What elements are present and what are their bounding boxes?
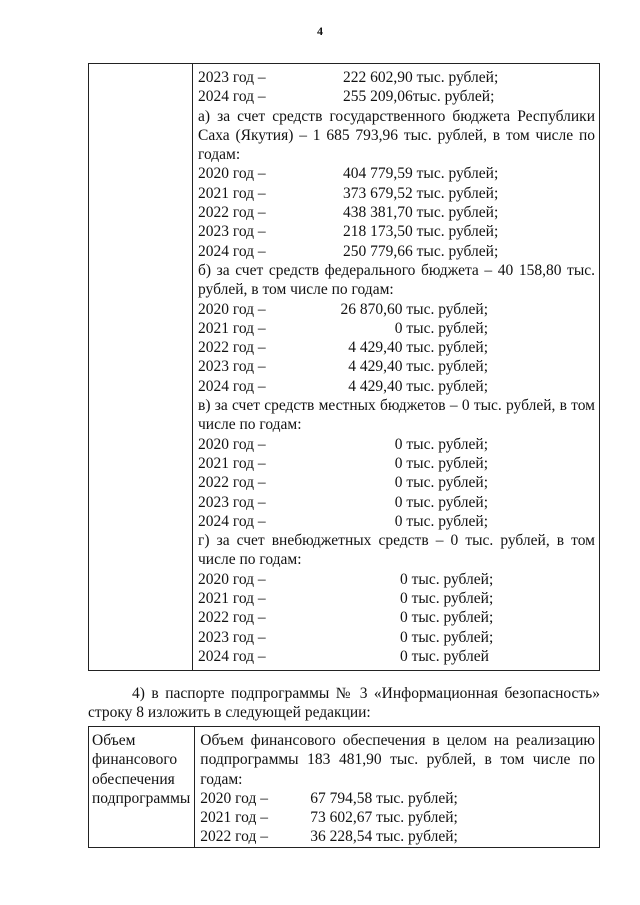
amount-value: 222 602,90 тыс. рублей;	[343, 69, 499, 86]
amount-value: 4 429,40 тыс. рублей;	[348, 377, 488, 395]
year-row	[198, 184, 595, 203]
page-number: 4	[317, 24, 323, 38]
year-row	[198, 377, 595, 396]
year-label: 2024 год –	[198, 647, 266, 665]
year-label: 2022 год –	[198, 339, 266, 357]
year-row	[198, 435, 595, 454]
year-label: 2022 год –	[200, 828, 268, 846]
year-row	[200, 827, 595, 846]
year-label: 2022 год –	[198, 474, 266, 492]
year-label: 2023 год –	[198, 628, 266, 646]
year-label: 2021 год –	[198, 590, 266, 608]
year-row	[198, 222, 595, 241]
row-label: Объем финансового обеспечения подпрограммы	[92, 732, 191, 807]
year-label: 2023 год –	[198, 69, 266, 86]
year-label: 2020 год –	[198, 570, 266, 588]
year-label: 2020 год –	[198, 300, 266, 318]
year-row	[198, 357, 595, 376]
year-label: 2020 год –	[198, 165, 266, 183]
amount-value: 0 тыс. рублей;	[394, 454, 488, 472]
funding-details-cell	[195, 727, 600, 848]
year-row	[198, 338, 595, 357]
paragraph-c: в) за счет средств местных бюджетов – 0 тыс. рублей, в том числе по годам:	[198, 397, 595, 434]
amount-value: 250 779,66 тыс. рублей;	[343, 242, 499, 260]
year-label: 2021 год –	[198, 454, 266, 472]
label-cell	[89, 727, 195, 848]
funding-table-continued	[88, 63, 600, 671]
amount-value: 218 173,50 тыс. рублей;	[343, 223, 499, 241]
paragraph-a: а) за счет средств государственного бюджета Республики Саха (Якутия) – 1 685 793,96 тыс. рублей, в том числе по годам:	[198, 107, 595, 164]
label-cell-empty	[89, 64, 193, 671]
paragraph-d: г) за счет внебюджетных средств – 0 тыс. рублей, в том числе по годам:	[198, 532, 595, 569]
year-row	[198, 203, 595, 222]
amount-value: 0 тыс. рублей;	[394, 435, 488, 453]
amount-value: 4 429,40 тыс. рублей;	[348, 339, 488, 357]
amount-value: 4 429,40 тыс. рублей;	[348, 358, 488, 376]
year-label: 2024 год –	[198, 88, 266, 106]
year-label: 2022 год –	[198, 609, 266, 627]
year-row	[198, 319, 595, 338]
funding-paragraph: Объем финансового обеспечения в целом на реализацию подпрограммы 183 481,90 тыс. рублей, в том числе по годам:	[200, 732, 595, 788]
year-label: 2020 год –	[198, 435, 266, 453]
year-row	[200, 808, 595, 827]
year-label: 2021 год –	[200, 809, 268, 827]
year-label: 2023 год –	[198, 358, 266, 376]
year-block	[200, 789, 595, 847]
year-block-d	[198, 570, 595, 666]
year-row	[198, 493, 595, 512]
year-label: 2021 год –	[198, 184, 266, 202]
year-label: 2024 год –	[198, 242, 266, 260]
amount-value: 373 679,52 тыс. рублей;	[343, 184, 499, 202]
year-row	[198, 300, 595, 319]
year-row	[200, 789, 595, 808]
year-row	[198, 473, 595, 492]
year-row	[198, 589, 595, 608]
amount-value: 0 тыс. рублей;	[394, 512, 488, 530]
amount-value: 404 779,59 тыс. рублей;	[343, 165, 499, 183]
year-label: 2023 год –	[198, 493, 266, 511]
year-block-a	[198, 164, 595, 260]
year-row	[198, 164, 595, 183]
amount-value: 0 тыс. рублей;	[400, 609, 494, 627]
amount-value: 0 тыс. рублей;	[394, 493, 488, 511]
year-label: 2020 год –	[200, 789, 268, 807]
year-block-c	[198, 435, 595, 531]
amount-value: 73 602,67 тыс. рублей;	[310, 809, 458, 827]
amount-value: 0 тыс. рублей;	[394, 319, 488, 337]
year-label: 2024 год –	[198, 512, 266, 530]
amount-value: 67 794,58 тыс. рублей;	[310, 789, 458, 807]
amount-value: 438 381,70 тыс. рублей;	[343, 204, 499, 222]
year-label: 2023 год –	[198, 223, 266, 241]
year-block-prev	[198, 68, 595, 107]
year-row	[198, 454, 595, 473]
amount-value: 0 тыс. рублей;	[394, 474, 488, 492]
year-label: 2024 год –	[198, 377, 266, 395]
intro-paragraph: 4) в паспорте подпрограммы № 3 «Информационная безопасность» строку 8 изложить в следующей редакции:	[88, 685, 600, 722]
amount-value: 0 тыс. рублей;	[400, 570, 494, 588]
year-row	[198, 242, 595, 261]
subprogram-funding-table	[88, 726, 600, 848]
year-row	[198, 608, 595, 627]
year-row	[198, 647, 595, 666]
amount-value: 0 тыс. рублей;	[400, 590, 494, 608]
year-label: 2021 год –	[198, 319, 266, 337]
year-label: 2022 год –	[198, 204, 266, 222]
amount-value: 36 228,54 тыс. рублей;	[310, 828, 458, 846]
year-row	[198, 512, 595, 531]
year-row	[198, 87, 595, 106]
amount-value: 26 870,60 тыс. рублей;	[340, 300, 488, 318]
amount-value: 0 тыс. рублей	[400, 647, 489, 665]
paragraph-b: б) за счет средств федерального бюджета – 40 158,80 тыс. рублей, в том числе по годам:	[198, 261, 595, 299]
year-row	[198, 570, 595, 589]
year-block-b	[198, 300, 595, 396]
funding-details-cell	[193, 64, 600, 671]
year-row	[198, 68, 595, 87]
amount-value: 255 209,06тыс. рублей;	[343, 88, 495, 106]
year-row	[198, 628, 595, 647]
amount-value: 0 тыс. рублей;	[400, 628, 494, 646]
